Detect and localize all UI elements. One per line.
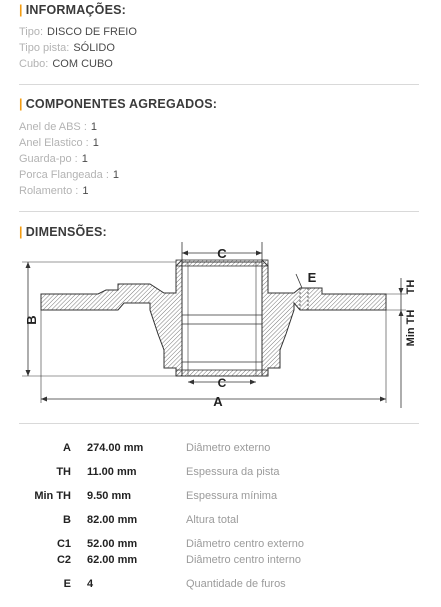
spec-value: 9.50 mm [87, 490, 132, 502]
spec-code: C1 [56, 538, 71, 550]
hub-bore [182, 262, 262, 376]
spec-desc: Espessura mínima [186, 490, 278, 502]
spec-code: TH [56, 466, 71, 478]
disc-section-left [41, 260, 182, 376]
spec-value: 4 [87, 578, 94, 590]
spec-value: 62.00 mm [87, 554, 138, 566]
spec-desc: Diâmetro centro externo [186, 538, 304, 550]
spec-code: B [63, 514, 71, 526]
dim-label-c-top: C [217, 246, 227, 261]
spec-value: 52.00 mm [87, 538, 138, 550]
component-row-abs: Anel de ABS : 1 [19, 121, 98, 133]
disc-section-right [262, 260, 386, 376]
info-section-title: | INFORMAÇÕES: [19, 3, 127, 17]
spec-row [0, 442, 441, 458]
spec-row [0, 514, 441, 530]
divider [19, 211, 419, 212]
dim-label-a: A [213, 394, 223, 409]
spec-desc: Diâmetro centro interno [186, 554, 301, 566]
dim-label-th: TH [405, 279, 417, 295]
divider [19, 84, 419, 85]
component-row-rolamento: Rolamento : 1 [19, 185, 89, 197]
brake-disc-drawing [0, 238, 441, 413]
component-row-porca: Porca Flangeada : 1 [19, 169, 120, 181]
info-row-tipo-pista: Tipo pista: SÓLIDO [19, 42, 115, 54]
spec-desc: Diâmetro externo [186, 442, 271, 454]
spec-desc: Espessura da pista [186, 466, 280, 478]
info-row-tipo: Tipo: DISCO DE FREIO [19, 26, 137, 38]
spec-row [0, 466, 441, 482]
spec-code: A [63, 442, 71, 454]
spec-value: 11.00 mm [87, 466, 137, 478]
spec-desc: Altura total [186, 514, 239, 526]
dim-label-min-th: Min TH [405, 309, 417, 347]
spec-row [0, 578, 441, 594]
component-row-guarda-po: Guarda-po : 1 [19, 153, 88, 165]
dim-label-e: E [307, 270, 317, 285]
divider [19, 423, 419, 424]
component-row-anel-elastico: Anel Elastico : 1 [19, 137, 99, 149]
spec-code: Min TH [34, 490, 71, 502]
spec-row [0, 538, 441, 554]
dim-label-c-bottom: C [217, 376, 227, 390]
spec-code: C2 [56, 554, 71, 566]
spec-code: E [63, 578, 71, 590]
spec-value: 82.00 mm [87, 514, 138, 526]
components-section-title: | COMPONENTES AGREGADOS: [19, 97, 218, 111]
dimensions-section-title: | DIMENSÕES: [19, 225, 107, 239]
info-row-cubo: Cubo: COM CUBO [19, 58, 113, 70]
spec-desc: Quantidade de furos [186, 578, 286, 590]
spec-value: 274.00 mm [87, 442, 144, 454]
spec-row [0, 490, 441, 506]
spec-row [0, 554, 441, 570]
dim-label-b: B [24, 315, 39, 325]
